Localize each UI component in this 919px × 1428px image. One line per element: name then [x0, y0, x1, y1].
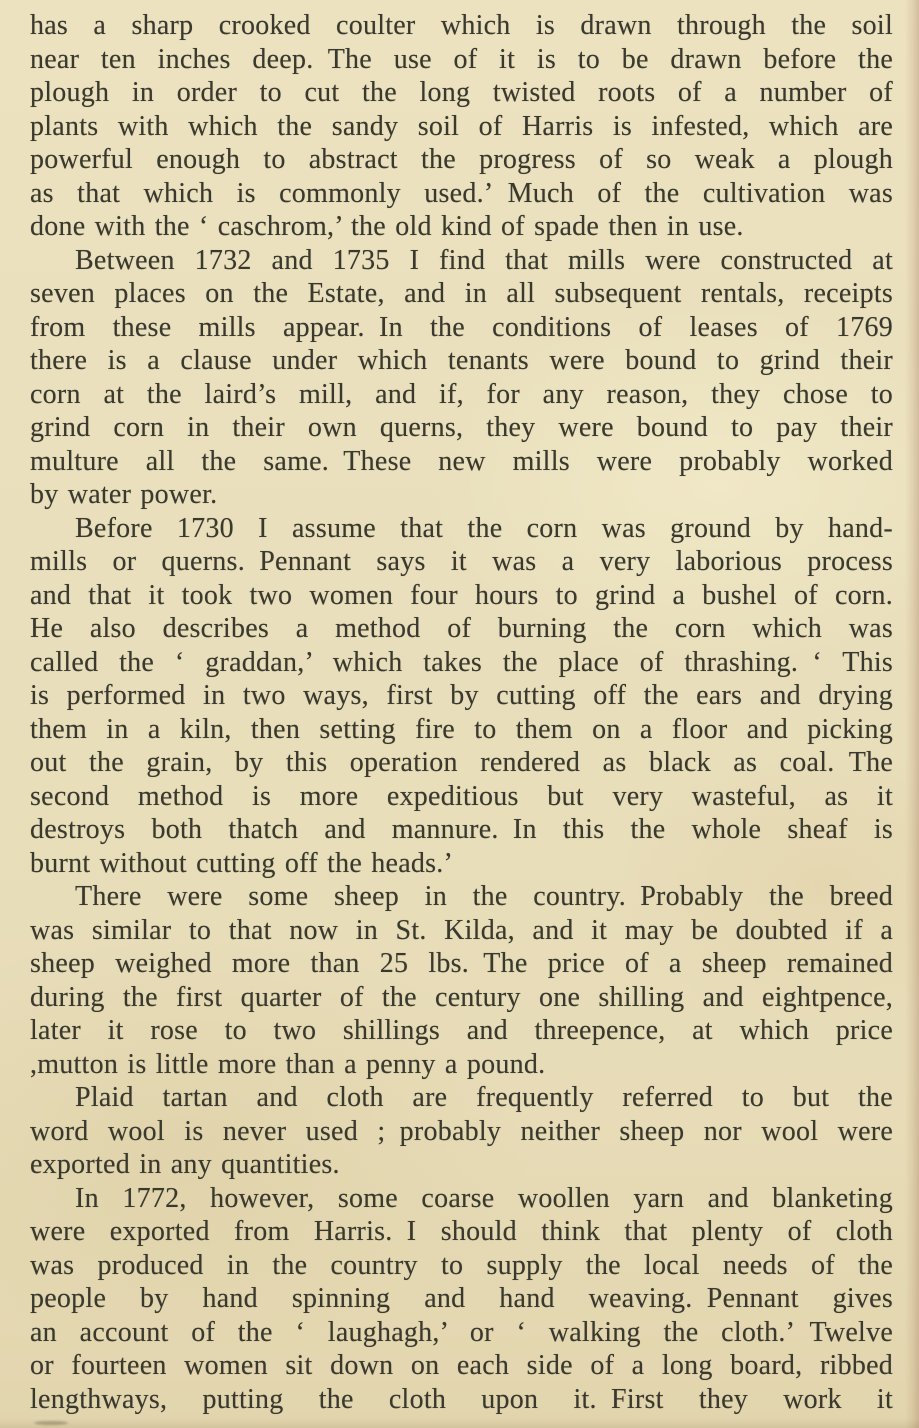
- text-line: later it rose to two shillings and threepence, at which price: [30, 1015, 893, 1046]
- paragraph: [30, 1182, 893, 1417]
- text-line: and that it took two women four hours to grind a bushel of corn.: [30, 579, 893, 611]
- text-line: an account of the ‘ laughagh,’ or ‘ walking the cloth.’ Twelve: [30, 1316, 893, 1348]
- text-line: word wool is never used ; probably neither sheep nor wool were: [30, 1115, 893, 1147]
- text-line: called the ‘ graddan,’ which takes the place of thrashing. ‘ This: [30, 646, 893, 678]
- text-line: as that which is commonly used.’ Much of the cultivation was: [30, 177, 893, 209]
- text-line: second method is more expeditious but very wasteful, as it: [30, 780, 893, 812]
- paragraph: [30, 1081, 893, 1182]
- text-line: plough in order to cut the long twisted roots of a number of: [30, 77, 893, 108]
- paragraph: [30, 244, 893, 512]
- text-line: them in a kiln, then setting fire to them on a floor and picking: [30, 713, 893, 745]
- text-line: from these mills appear. In the conditions of leases of 1769: [30, 311, 893, 343]
- text-line: He also describes a method of burning the corn which was: [30, 613, 893, 644]
- text-line: powerful enough to abstract the progress of so weak a plough: [30, 144, 893, 175]
- text-line: done with the ‘ caschrom,’ the old kind of spade then in use.: [30, 211, 744, 242]
- text-line: multure all the same. These new mills were probably worked: [30, 445, 893, 477]
- text-block: [30, 9, 893, 1416]
- text-line: exported in any quantities.: [30, 1149, 340, 1180]
- text-line: seven places on the Estate, and in all subsequent rentals, receipts: [30, 278, 893, 309]
- text-line: burnt without cutting off the heads.’: [30, 847, 454, 879]
- text-line: by water power.: [30, 479, 218, 510]
- text-line: sheep weighed more than 25 lbs. The price of a sheep remained: [30, 948, 893, 979]
- text-line: plants with which the sandy soil of Harris is infested, which are: [30, 110, 893, 142]
- text-line: or fourteen women sit down on each side of a long board, ribbed: [30, 1350, 893, 1381]
- text-line: corn at the laird’s mill, and if, for any reason, they chose to: [30, 378, 893, 410]
- paragraph: [30, 880, 893, 1081]
- text-line: were exported from Harris. I should think that plenty of cloth: [30, 1216, 893, 1247]
- text-line: Before 1730 I assume that the corn was ground by hand-: [75, 512, 893, 544]
- text-line: grind corn in their own querns, they were bound to pay their: [30, 412, 893, 443]
- text-line: mills or querns. Pennant says it was a very laborious process: [30, 546, 893, 577]
- text-line: There were some sheep in the country. Probably the breed: [75, 881, 893, 912]
- text-line: Plaid tartan and cloth are frequently referred to but the: [75, 1082, 893, 1113]
- text-line: ,mutton is little more than a penny a pound.: [30, 1048, 546, 1080]
- text-line: people by hand spinning and hand weaving. Pennant gives: [30, 1283, 893, 1314]
- text-line: has a sharp crooked coulter which is drawn through the soil: [30, 10, 893, 41]
- text-line: was produced in the country to supply the local needs of the: [30, 1249, 893, 1281]
- page-bottom-shadow: [0, 1418, 919, 1428]
- text-line: lengthways, putting the cloth upon it. First they work it: [30, 1383, 893, 1415]
- text-line: near ten inches deep. The use of it is to be drawn before the: [30, 43, 893, 75]
- text-line: there is a clause under which tenants were bound to grind their: [30, 345, 893, 376]
- paragraph: [30, 512, 893, 881]
- text-line: destroys both thatch and mannure. In this the whole sheaf is: [30, 814, 893, 845]
- text-line: In 1772, however, some coarse woollen yarn and blanketing: [75, 1182, 893, 1214]
- paragraph: [30, 9, 893, 244]
- page-edge-shadow: [905, 0, 919, 1428]
- text-line: out the grain, by this operation rendered as black as coal. The: [30, 747, 893, 778]
- text-line: during the first quarter of the century one shilling and eightpence,: [30, 981, 893, 1013]
- text-line: is performed in two ways, first by cutting off the ears and drying: [30, 680, 893, 711]
- text-line: Between 1732 and 1735 I find that mills were constructed at: [75, 244, 893, 276]
- text-line: was similar to that now in St. Kilda, and it may be doubted if a: [30, 914, 893, 946]
- page-smudge: [34, 1421, 68, 1425]
